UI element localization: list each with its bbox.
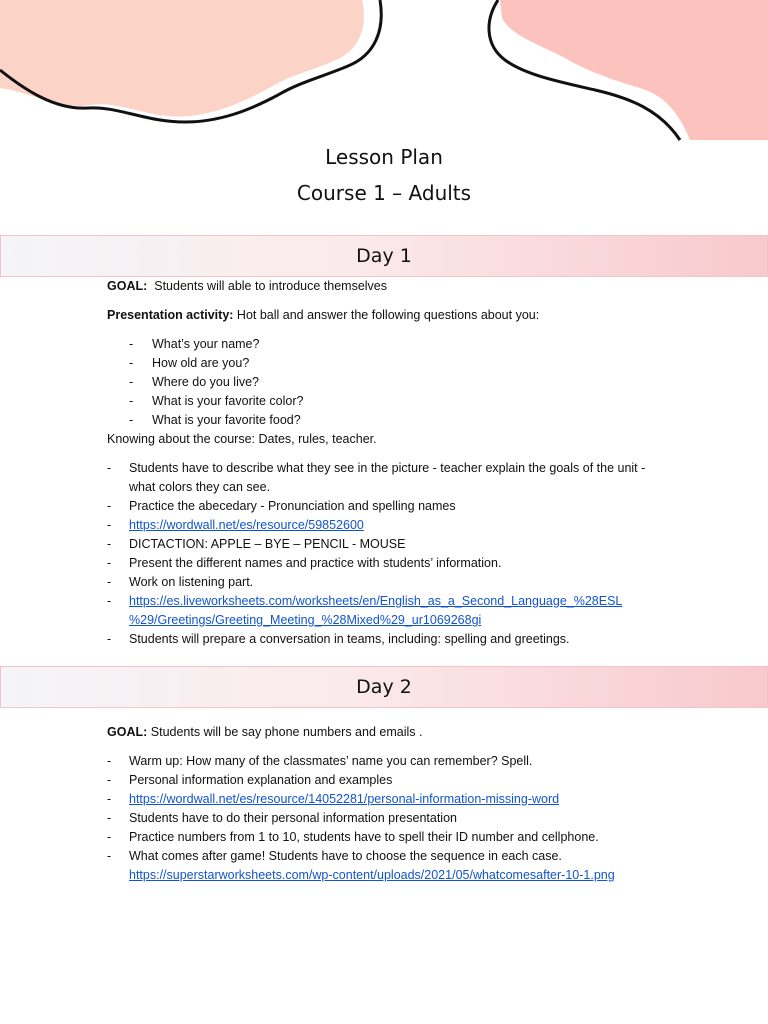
right-blob-shape bbox=[500, 0, 768, 140]
list-item: - Students will prepare a conversation in teams, including: spelling and greetings. bbox=[107, 630, 667, 649]
list-item: - Practice numbers from 1 to 10, students have to spell their ID number and cellphone. bbox=[107, 828, 667, 847]
liveworksheets-link[interactable] bbox=[129, 594, 622, 627]
list-item: - Practice the abecedary - Pronunciation and spelling names bbox=[107, 497, 667, 516]
day2-activities-list bbox=[107, 752, 667, 885]
day2-heading-band bbox=[0, 666, 768, 708]
document-subtitle: Course 1 – Adults bbox=[296, 181, 472, 205]
day2-item6-text: What comes after game! Students have to choose the sequence in each case. bbox=[129, 849, 562, 863]
day2-heading: Day 2 bbox=[356, 676, 412, 698]
wordwall-personal-info-link[interactable]: https://wordwall.net/es/resource/14052281/personal-information-missing-word bbox=[129, 792, 560, 806]
list-item bbox=[107, 790, 667, 809]
day2-goal-text: Students will be say phone numbers and emails . bbox=[150, 725, 423, 739]
list-item bbox=[107, 592, 667, 630]
list-item: - Present the different names and practice with students’ information. bbox=[107, 554, 667, 573]
list-item: - Work on listening part. bbox=[107, 573, 667, 592]
list-item bbox=[107, 459, 667, 497]
list-item: - What is your favorite food? bbox=[107, 411, 667, 430]
day1-heading: Day 1 bbox=[356, 245, 412, 267]
liveworksheets-link-line2[interactable]: %29/Greetings/Greeting_Meeting_%28Mixed%29_ur1069268gi bbox=[129, 613, 482, 627]
day1-presentation-text: Hot ball and answer the following questions about you: bbox=[236, 308, 540, 322]
day1-goal-label: GOAL: bbox=[107, 279, 148, 293]
day2-goal bbox=[107, 723, 667, 742]
list-item: - DICTACTION: APPLE – BYE – PENCIL - MOUSE bbox=[107, 535, 667, 554]
day2-content bbox=[107, 723, 667, 885]
day1-heading-band bbox=[0, 235, 768, 277]
list-item: - How old are you? bbox=[107, 354, 667, 373]
list-item: - What is your favorite color? bbox=[107, 392, 667, 411]
day2-goal-label: GOAL: bbox=[107, 725, 148, 739]
list-item: - What’s your name? bbox=[107, 335, 667, 354]
document-title: Lesson Plan bbox=[325, 145, 443, 169]
wordwall-link[interactable]: https://wordwall.net/es/resource/59852600 bbox=[129, 518, 364, 532]
decorative-header-blobs bbox=[0, 0, 768, 145]
day1-course-info: Knowing about the course: Dates, rules, teacher. bbox=[107, 432, 377, 446]
day1-item1-line1: Students have to describe what they see in the picture - teacher explain the goals of the unit - bbox=[129, 461, 646, 475]
list-item bbox=[107, 516, 667, 535]
day1-goal-text: Students will able to introduce themselves bbox=[154, 279, 387, 293]
list-item bbox=[107, 847, 667, 885]
list-item: - Warm up: How many of the classmates’ name you can remember? Spell. bbox=[107, 752, 667, 771]
liveworksheets-link-line1[interactable]: https://es.liveworksheets.com/worksheets/en/English_as_a_Second_Language_%28ESL bbox=[129, 594, 623, 608]
left-blob-shape bbox=[0, 0, 364, 117]
list-item: - Personal information explanation and examples bbox=[107, 771, 667, 790]
day1-activities-list bbox=[107, 459, 667, 649]
superstar-worksheets-link[interactable]: https://superstarworksheets.com/wp-content/uploads/2021/05/whatcomesafter-10-1.png bbox=[129, 868, 615, 882]
day1-presentation bbox=[107, 306, 667, 325]
document-title-block bbox=[0, 143, 768, 215]
day1-presentation-label: Presentation activity: bbox=[107, 308, 234, 322]
list-item: - Where do you live? bbox=[107, 373, 667, 392]
day1-item1-line2: what colors they can see. bbox=[129, 480, 271, 494]
day1-goal bbox=[107, 277, 667, 296]
day1-content bbox=[107, 277, 667, 649]
list-item: - Students have to do their personal information presentation bbox=[107, 809, 667, 828]
day1-questions-list bbox=[107, 335, 667, 430]
